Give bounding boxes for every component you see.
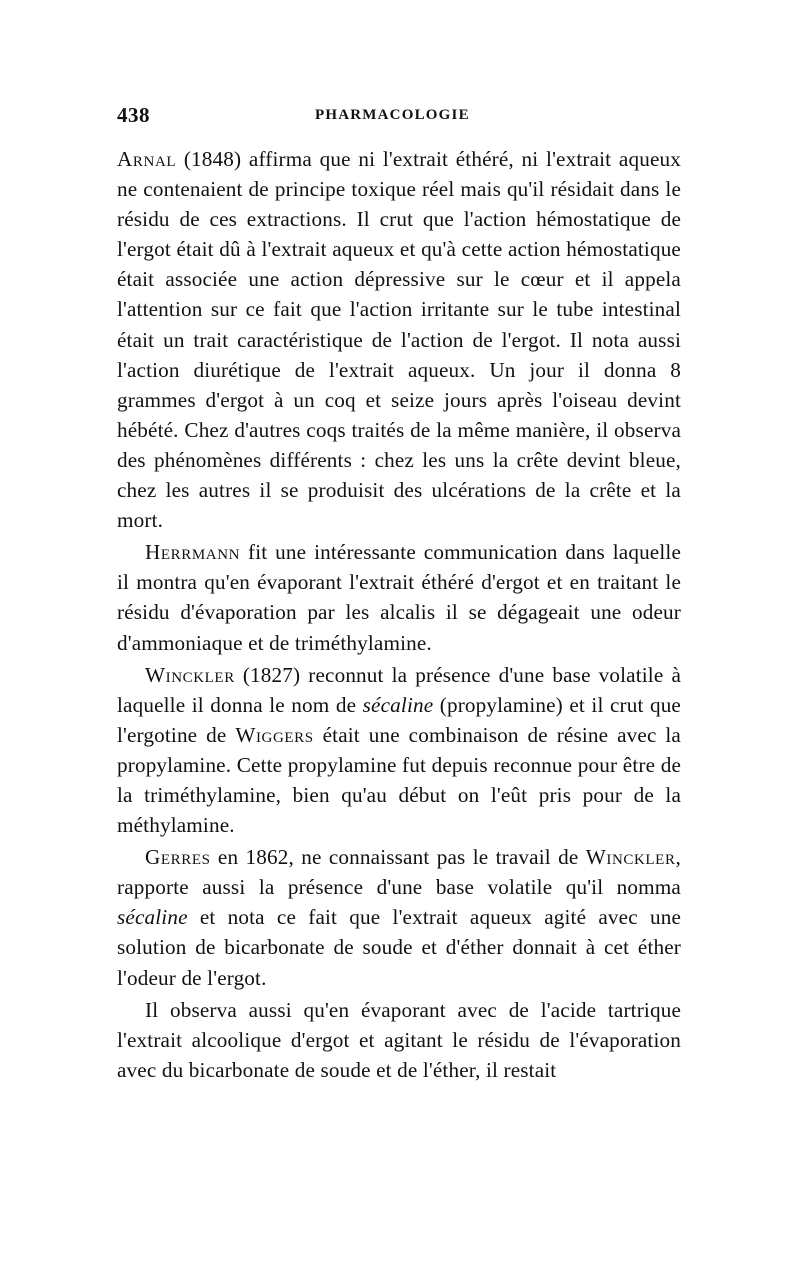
- author-name: Gerres: [145, 845, 211, 870]
- page-number: 438: [117, 103, 150, 127]
- paragraph-text: était une combinaison de résine avec la propylamine. Cette propylamine fut depuis reconnue pour être de la triméthylamine, bien qu'au début on l'eût pris pour de la méthylamine.: [117, 722, 681, 838]
- paragraph-gerres: [117, 842, 681, 992]
- paragraph-text: et nota ce fait que l'extrait aqueux agité avec une solution de bicarbonate de soude et d'éther donnait à cet éther l'odeur de l'ergot.: [117, 905, 681, 990]
- italic-term: sécaline: [362, 692, 434, 717]
- paragraph-text: (1827) reconnut la présence d'une base volatile à laquelle il donna le nom de: [117, 662, 681, 717]
- paragraph-text: (propylamine) et il crut que l'ergotine de: [117, 692, 681, 747]
- paragraph-text: fit une intéressante communication dans laquelle il montra qu'en évaporant l'extrait éthéré d'ergot et en traitant le résidu d'évaporation par les alcalis il se dégageait une odeur d'ammoniaque et de triméthylamine.: [117, 540, 681, 655]
- italic-term: sécaline: [117, 905, 188, 930]
- paragraph-herrmann: [117, 537, 681, 657]
- author-name: Winckler: [145, 662, 235, 687]
- author-reference: Winckler: [585, 845, 676, 870]
- paragraph-text: , rapporte aussi la présence d'une base volatile qu'il nomma: [117, 845, 681, 900]
- paragraph-arnal: [117, 144, 681, 535]
- author-name: Arnal: [117, 147, 177, 171]
- paragraph-continuation: [117, 995, 681, 1085]
- paragraph-winckler: [117, 660, 681, 841]
- running-title: PHARMACOLOGIE: [315, 107, 470, 123]
- paragraph-text: (1848) affirma que ni l'extrait éthéré, ni l'extrait aqueux ne contenaient de principe toxique réel mais qu'il résidait dans le résidu de ces extractions. Il crut que l'action hémostatique de l'ergot était dû à l'extrait aqueux et qu'à cette action hémostatique était associée une action dépressive sur le cœur et il appela l'attention sur ce fait que l'action irritante sur le tube intestinal était un trait caractéristique de l'action de l'ergot. Il nota aussi l'action diurétique de l'extrait aqueux. Un jour il donna 8 grammes d'ergot à un coq et seize jours après l'oiseau devint hébété. Chez d'autres coqs traités de la même manière, il observa des phénomènes différents : chez les uns la crête devint bleue, chez les autres il se produisit des ulcérations de la crête et la mort.: [117, 147, 681, 533]
- paragraph-text: en 1862, ne connaissant pas le travail de: [210, 845, 586, 870]
- running-head: [117, 103, 689, 133]
- paragraph-text: Il observa aussi qu'en évaporant avec de l'acide tartrique l'extrait alcoolique d'ergot et agitant le résidu de l'évaporation avec du bicarbonate de soude et de l'éther, il restait: [117, 997, 681, 1082]
- author-reference: Wiggers: [235, 722, 314, 747]
- body-text: [117, 144, 681, 1085]
- author-name: Herrmann: [145, 540, 241, 565]
